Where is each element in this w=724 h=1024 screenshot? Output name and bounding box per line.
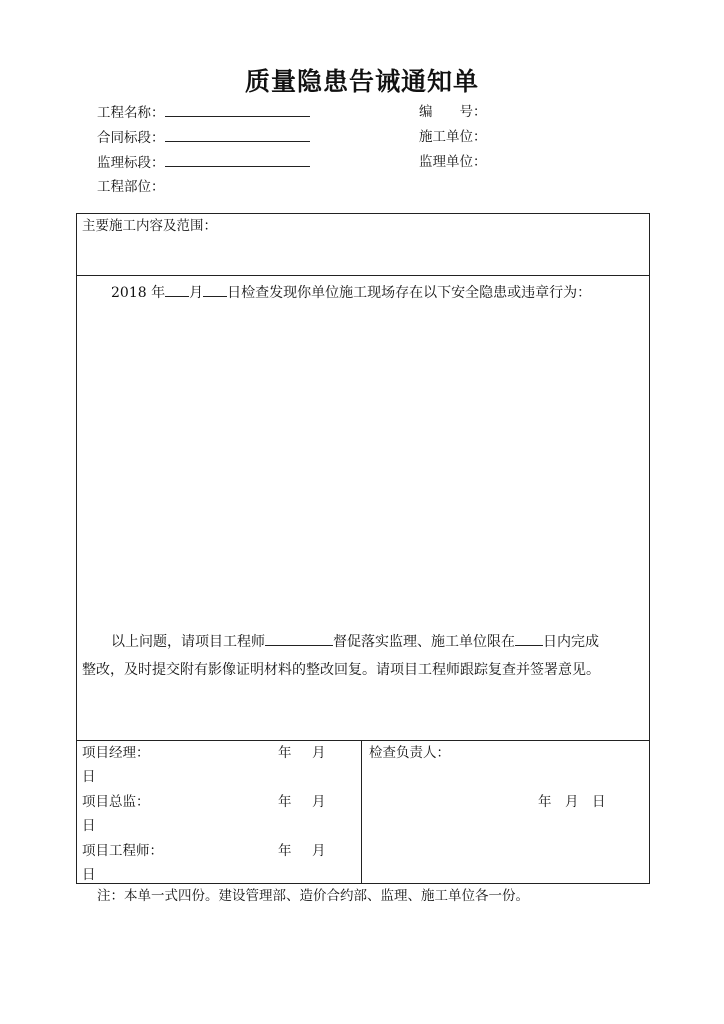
supervision-section-blank — [165, 153, 310, 167]
conclusion-line-1 — [111, 628, 599, 656]
project-name-blank — [165, 103, 310, 117]
inspection-statement — [111, 282, 591, 302]
project-part-field — [97, 178, 165, 196]
contract-section-label: 合同标段： — [97, 130, 165, 146]
sig-day-director: 日 — [82, 818, 96, 834]
sig-year-manager: 年 — [278, 745, 292, 761]
contract-section-blank — [165, 128, 310, 142]
days-blank — [515, 631, 543, 646]
engineer-blank — [265, 631, 333, 646]
page-title: 质量隐患告诫通知单 — [244, 67, 479, 96]
conclusion-part-2: 督促落实监理、施工单位限在 — [333, 634, 515, 650]
conclusion-part-1: 以上问题，请项目工程师 — [111, 634, 265, 650]
day-blank — [203, 282, 227, 297]
sig-year-engineer: 年 — [278, 843, 292, 859]
signature-column-divider — [361, 740, 362, 884]
row-divider-2 — [76, 740, 650, 741]
project-name-field — [97, 103, 310, 122]
sig-month-manager: 月 — [312, 745, 326, 761]
main-content-label: 主要施工内容及范围： — [82, 218, 217, 234]
sig-day-manager: 日 — [82, 769, 96, 785]
sig-day-engineer: 日 — [82, 867, 96, 883]
number-field — [419, 103, 487, 121]
project-part-label: 工程部位： — [97, 179, 165, 195]
month-blank — [165, 282, 189, 297]
supervision-unit-label: 监理单位： — [419, 154, 487, 170]
number-label: 编 号： — [419, 104, 487, 120]
inspector-label: 检查负责人： — [369, 745, 450, 761]
row-divider-1 — [76, 275, 650, 276]
sig-year-director: 年 — [278, 794, 292, 810]
sig-month-engineer: 月 — [312, 843, 326, 859]
inspection-month: 月 — [189, 285, 204, 301]
inspection-text: 日检查发现你单位施工现场存在以下安全隐患或违章行为： — [227, 285, 592, 301]
construction-unit-label: 施工单位： — [419, 129, 487, 145]
supervision-section-label: 监理标段： — [97, 155, 165, 171]
sig-month-director: 月 — [312, 794, 326, 810]
supervision-unit-field — [419, 153, 487, 171]
footer-note: 注：本单一式四份。建设管理部、造价合约部、监理、施工单位各一份。 — [97, 888, 529, 904]
sig-label-engineer: 项目工程师： — [82, 843, 163, 859]
conclusion-part-3: 日内完成 — [543, 634, 599, 650]
contract-section-field — [97, 128, 310, 147]
supervision-section-field — [97, 153, 310, 172]
sig-label-director: 项目总监： — [82, 794, 150, 810]
conclusion-line-2: 整改，及时提交附有影像证明材料的整改回复。请项目工程师跟踪复查并签署意见。 — [82, 662, 600, 678]
construction-unit-field — [419, 128, 487, 146]
sig-label-manager: 项目经理： — [82, 745, 150, 761]
project-name-label: 工程名称： — [97, 105, 165, 121]
inspection-year: 2018 年 — [111, 285, 166, 301]
inspector-date: 年 月 日 — [538, 794, 606, 810]
notice-table — [76, 213, 650, 884]
